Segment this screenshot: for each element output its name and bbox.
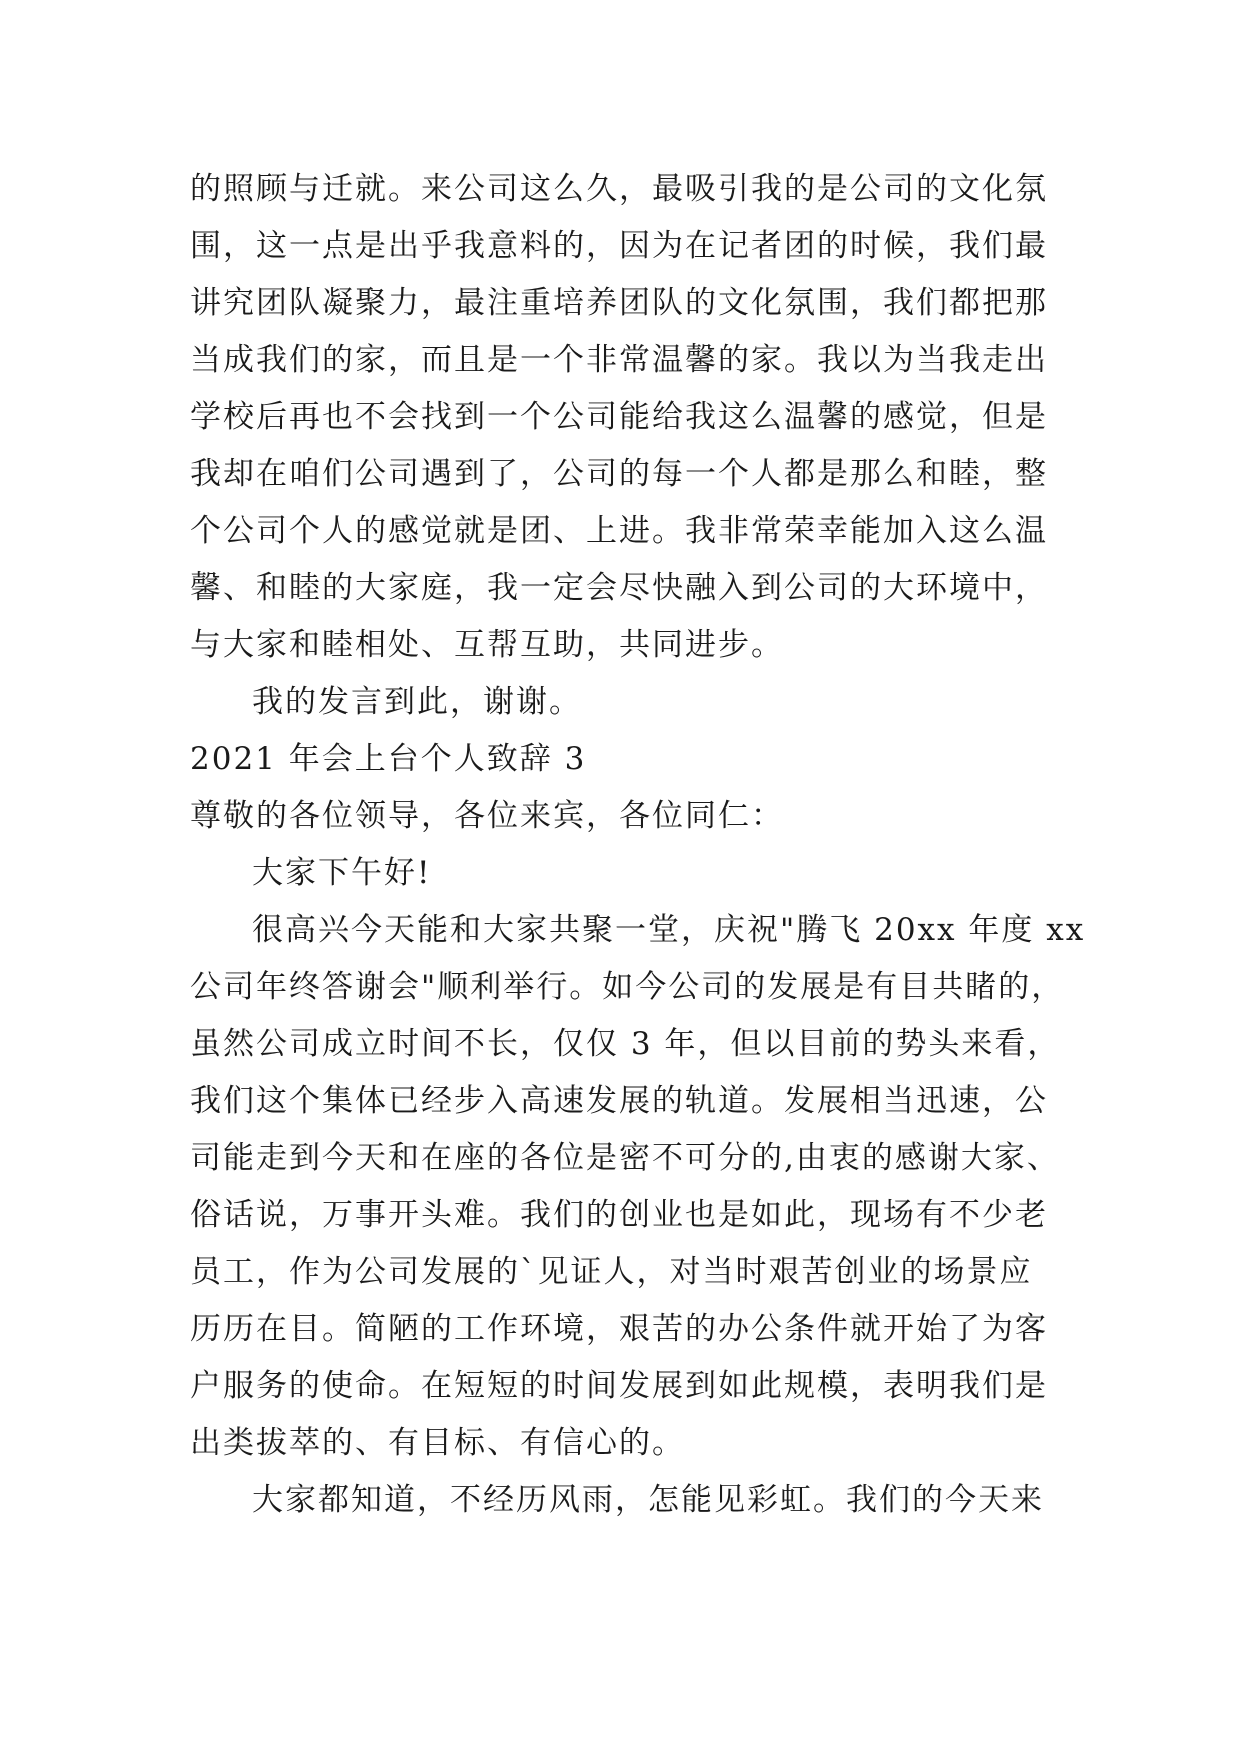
paragraph-line: 我们这个集体已经步入高速发展的轨道。发展相当迅速，公 xyxy=(190,1083,1048,1119)
paragraph-line: 当成我们的家，而且是一个非常温馨的家。我以为当我走出 xyxy=(190,342,1048,378)
paragraph-line: 俗话说，万事开头难。我们的创业也是如此，现场有不少老 xyxy=(190,1197,1048,1233)
paragraph-line: 公司年终答谢会"顺利举行。如今公司的发展是有目共睹的， xyxy=(190,969,1065,1005)
paragraph-line: 很高兴今天能和大家共聚一堂，庆祝"腾飞 20xx 年度 xx xyxy=(252,912,1086,948)
section-heading: 2021 年会上台个人致辞 3 xyxy=(190,741,587,777)
paragraph-line: 员工，作为公司发展的`见证人，对当时艰苦创业的场景应 xyxy=(190,1254,1033,1290)
greeting: 大家下午好! xyxy=(252,855,432,891)
paragraph-line: 大家都知道，不经历风雨，怎能见彩虹。我们的今天来 xyxy=(252,1482,1044,1518)
paragraph-line: 讲究团队凝聚力，最注重培养团队的文化氛围，我们都把那 xyxy=(190,285,1048,321)
paragraph-line: 个公司个人的感觉就是团、上进。我非常荣幸能加入这么温 xyxy=(190,513,1048,549)
paragraph-line: 司能走到今天和在座的各位是密不可分的,由衷的感谢大家、 xyxy=(190,1140,1060,1176)
paragraph-line: 与大家和睦相处、互帮互助，共同进步。 xyxy=(190,627,784,663)
paragraph-line: 围，这一点是出乎我意料的，因为在记者团的时候，我们最 xyxy=(190,228,1048,264)
paragraph-line: 的照顾与迁就。来公司这么久，最吸引我的是公司的文化氛 xyxy=(190,171,1048,207)
paragraph-line: 馨、和睦的大家庭，我一定会尽快融入到公司的大环境中， xyxy=(190,570,1048,606)
paragraph-line: 历历在目。简陋的工作环境，艰苦的办公条件就开始了为客 xyxy=(190,1311,1048,1347)
paragraph-line: 虽然公司成立时间不长，仅仅 3 年，但以目前的势头来看， xyxy=(190,1026,1061,1062)
paragraph-line: 学校后再也不会找到一个公司能给我这么温馨的感觉，但是 xyxy=(190,399,1048,435)
paragraph-line: 户服务的使命。在短短的时间发展到如此规模，表明我们是 xyxy=(190,1368,1048,1404)
salutation: 尊敬的各位领导，各位来宾，各位同仁： xyxy=(190,798,784,834)
closing-line: 我的发言到此，谢谢。 xyxy=(252,684,582,720)
paragraph-line: 我却在咱们公司遇到了，公司的每一个人都是那么和睦，整 xyxy=(190,456,1048,492)
paragraph-line: 出类拔萃的、有目标、有信心的。 xyxy=(190,1425,685,1461)
